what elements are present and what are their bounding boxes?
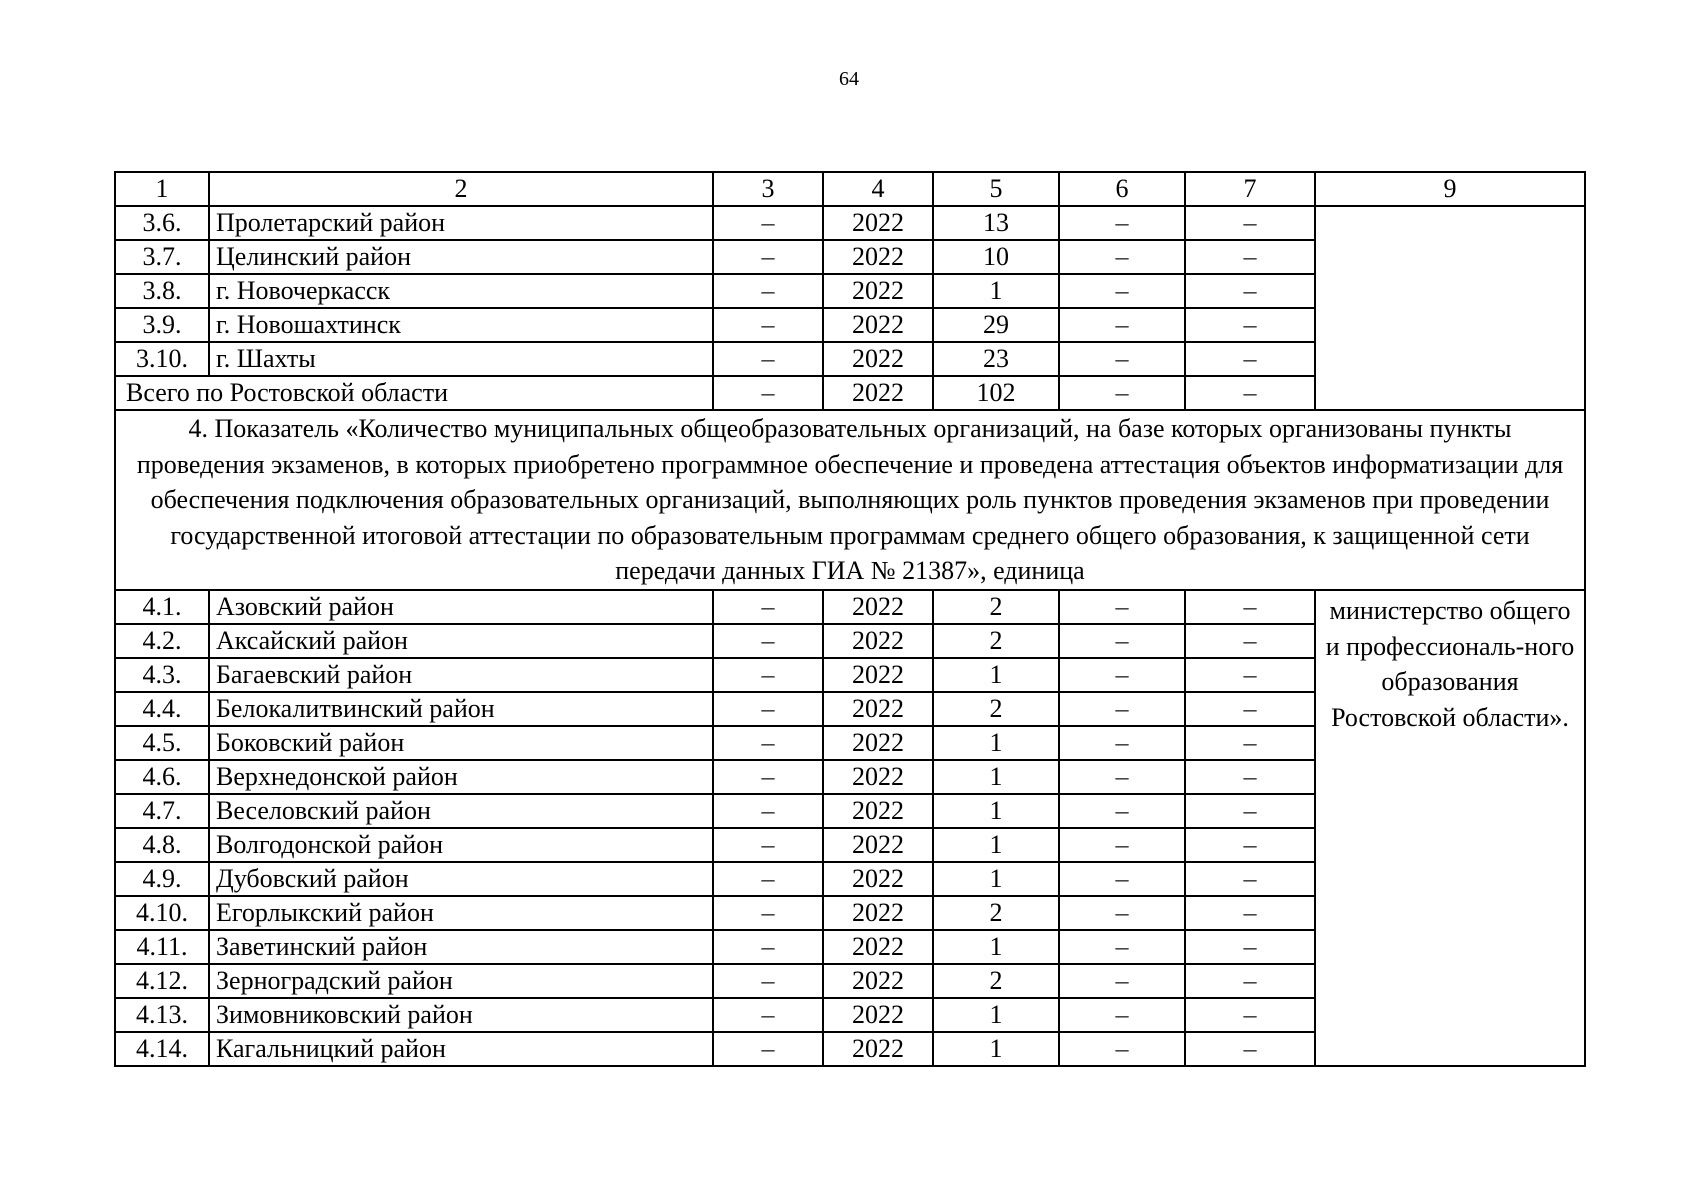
row-name: Зимовниковский район bbox=[209, 998, 713, 1032]
cell-col7: – bbox=[1185, 930, 1315, 964]
row-name: Верхнедонской район bbox=[209, 760, 713, 794]
row-number: 4.10. bbox=[115, 896, 209, 930]
cell-value: 1 bbox=[933, 794, 1059, 828]
cell-value: 102 bbox=[933, 376, 1059, 410]
cell-value: 2 bbox=[933, 896, 1059, 930]
row-number: 4.1. bbox=[115, 590, 209, 624]
cell-year: 2022 bbox=[823, 1032, 933, 1066]
blank-merged-cell bbox=[1315, 206, 1585, 410]
cell-col7: – bbox=[1185, 998, 1315, 1032]
cell-value: 1 bbox=[933, 998, 1059, 1032]
cell-col6: – bbox=[1059, 240, 1185, 274]
cell-year: 2022 bbox=[823, 274, 933, 308]
row-name: Белокалитвинский район bbox=[209, 692, 713, 726]
cell-col6: – bbox=[1059, 828, 1185, 862]
cell-col7: – bbox=[1185, 376, 1315, 410]
row-number: 4.13. bbox=[115, 998, 209, 1032]
cell-year: 2022 bbox=[823, 308, 933, 342]
responsible-cell: министерство общего и профессиональ-ного образования Ростовской области». bbox=[1315, 590, 1585, 1066]
cell-value: 1 bbox=[933, 760, 1059, 794]
cell-value: 10 bbox=[933, 240, 1059, 274]
cell-col7: – bbox=[1185, 964, 1315, 998]
cell-col3: – bbox=[713, 376, 823, 410]
cell-year: 2022 bbox=[823, 964, 933, 998]
row-name: Аксайский район bbox=[209, 624, 713, 658]
cell-year: 2022 bbox=[823, 794, 933, 828]
header-cell: 4 bbox=[823, 172, 933, 206]
cell-col6: – bbox=[1059, 206, 1185, 240]
row-number: 4.11. bbox=[115, 930, 209, 964]
cell-year: 2022 bbox=[823, 590, 933, 624]
cell-col6: – bbox=[1059, 624, 1185, 658]
row-number: 4.7. bbox=[115, 794, 209, 828]
cell-col6: – bbox=[1059, 658, 1185, 692]
cell-col6: – bbox=[1059, 794, 1185, 828]
cell-col6: – bbox=[1059, 896, 1185, 930]
cell-year: 2022 bbox=[823, 862, 933, 896]
cell-value: 13 bbox=[933, 206, 1059, 240]
row-name: г. Шахты bbox=[209, 342, 713, 376]
cell-col3: – bbox=[713, 896, 823, 930]
cell-value: 1 bbox=[933, 658, 1059, 692]
row-number: 4.2. bbox=[115, 624, 209, 658]
cell-value: 1 bbox=[933, 930, 1059, 964]
cell-col6: – bbox=[1059, 930, 1185, 964]
row-name: Боковский район bbox=[209, 726, 713, 760]
total-label: Всего по Ростовской области bbox=[115, 376, 713, 410]
cell-col7: – bbox=[1185, 760, 1315, 794]
row-number: 3.8. bbox=[115, 274, 209, 308]
row-name: Веселовский район bbox=[209, 794, 713, 828]
cell-value: 1 bbox=[933, 726, 1059, 760]
cell-col6: – bbox=[1059, 274, 1185, 308]
row-name: Багаевский район bbox=[209, 658, 713, 692]
cell-col7: – bbox=[1185, 274, 1315, 308]
row-number: 3.6. bbox=[115, 206, 209, 240]
cell-col6: – bbox=[1059, 1032, 1185, 1066]
cell-value: 2 bbox=[933, 692, 1059, 726]
row-number: 4.4. bbox=[115, 692, 209, 726]
indicator-table bbox=[114, 171, 1586, 1067]
cell-col7: – bbox=[1185, 658, 1315, 692]
cell-col6: – bbox=[1059, 692, 1185, 726]
row-name: г. Новочеркасск bbox=[209, 274, 713, 308]
row-number: 4.6. bbox=[115, 760, 209, 794]
cell-col3: – bbox=[713, 240, 823, 274]
header-cell: 1 bbox=[115, 172, 209, 206]
header-cell: 5 bbox=[933, 172, 1059, 206]
cell-value: 1 bbox=[933, 828, 1059, 862]
row-name: Дубовский район bbox=[209, 862, 713, 896]
cell-col7: – bbox=[1185, 692, 1315, 726]
cell-col7: – bbox=[1185, 624, 1315, 658]
cell-col3: – bbox=[713, 342, 823, 376]
cell-col3: – bbox=[713, 794, 823, 828]
cell-col7: – bbox=[1185, 342, 1315, 376]
cell-year: 2022 bbox=[823, 624, 933, 658]
cell-year: 2022 bbox=[823, 896, 933, 930]
cell-col6: – bbox=[1059, 308, 1185, 342]
cell-value: 29 bbox=[933, 308, 1059, 342]
page-number: 64 bbox=[839, 68, 859, 90]
row-number: 4.9. bbox=[115, 862, 209, 896]
cell-col6: – bbox=[1059, 376, 1185, 410]
cell-year: 2022 bbox=[823, 726, 933, 760]
cell-col3: – bbox=[713, 308, 823, 342]
header-cell: 3 bbox=[713, 172, 823, 206]
cell-value: 2 bbox=[933, 624, 1059, 658]
row-number: 4.3. bbox=[115, 658, 209, 692]
cell-col6: – bbox=[1059, 342, 1185, 376]
section-title: 4. Показатель «Количество муниципальных общеобразовательных организаций, на базе которых организованы пункты проведения экзаменов, в которых приобретено программное обеспечение и проведена аттестация объектов информатизации для обеспечения подключения образовательных организаций, выполняющих роль пунктов проведения экзаменов при проведении государственной итоговой аттестации по образовательным программам среднего общего образования, к защищенной сети передачи данных ГИА № 21387», единица bbox=[115, 410, 1585, 590]
cell-col7: – bbox=[1185, 590, 1315, 624]
cell-year: 2022 bbox=[823, 828, 933, 862]
row-name: Егорлыкский район bbox=[209, 896, 713, 930]
cell-col3: – bbox=[713, 726, 823, 760]
header-cell: 9 bbox=[1315, 172, 1585, 206]
header-row bbox=[115, 172, 1585, 206]
cell-col3: – bbox=[713, 590, 823, 624]
cell-col7: – bbox=[1185, 794, 1315, 828]
cell-col3: – bbox=[713, 692, 823, 726]
header-cell: 7 bbox=[1185, 172, 1315, 206]
cell-col7: – bbox=[1185, 1032, 1315, 1066]
row-name: Заветинский район bbox=[209, 930, 713, 964]
cell-col6: – bbox=[1059, 726, 1185, 760]
cell-year: 2022 bbox=[823, 998, 933, 1032]
cell-value: 1 bbox=[933, 274, 1059, 308]
cell-col6: – bbox=[1059, 590, 1185, 624]
cell-year: 2022 bbox=[823, 376, 933, 410]
row-number: 3.9. bbox=[115, 308, 209, 342]
table-row bbox=[115, 590, 1585, 624]
cell-value: 23 bbox=[933, 342, 1059, 376]
cell-col7: – bbox=[1185, 862, 1315, 896]
cell-col3: – bbox=[713, 828, 823, 862]
cell-year: 2022 bbox=[823, 760, 933, 794]
row-name: Пролетарский район bbox=[209, 206, 713, 240]
row-name: Зерноградский район bbox=[209, 964, 713, 998]
cell-col3: – bbox=[713, 624, 823, 658]
cell-col3: – bbox=[713, 964, 823, 998]
cell-col3: – bbox=[713, 998, 823, 1032]
table-body bbox=[115, 172, 1585, 1066]
cell-col7: – bbox=[1185, 828, 1315, 862]
cell-year: 2022 bbox=[823, 658, 933, 692]
cell-col6: – bbox=[1059, 998, 1185, 1032]
cell-col3: – bbox=[713, 274, 823, 308]
row-number: 4.5. bbox=[115, 726, 209, 760]
cell-col6: – bbox=[1059, 760, 1185, 794]
cell-year: 2022 bbox=[823, 342, 933, 376]
cell-col7: – bbox=[1185, 726, 1315, 760]
cell-value: 1 bbox=[933, 862, 1059, 896]
cell-col3: – bbox=[713, 760, 823, 794]
row-name: Кагальницкий район bbox=[209, 1032, 713, 1066]
row-name: Волгодонской район bbox=[209, 828, 713, 862]
cell-year: 2022 bbox=[823, 240, 933, 274]
cell-year: 2022 bbox=[823, 692, 933, 726]
cell-col6: – bbox=[1059, 964, 1185, 998]
cell-col3: – bbox=[713, 862, 823, 896]
cell-col7: – bbox=[1185, 896, 1315, 930]
cell-col3: – bbox=[713, 1032, 823, 1066]
cell-col3: – bbox=[713, 658, 823, 692]
cell-year: 2022 bbox=[823, 930, 933, 964]
cell-value: 1 bbox=[933, 1032, 1059, 1066]
row-number: 4.8. bbox=[115, 828, 209, 862]
section-title-row bbox=[115, 410, 1585, 590]
row-number: 3.10. bbox=[115, 342, 209, 376]
cell-col3: – bbox=[713, 930, 823, 964]
row-name: Целинский район bbox=[209, 240, 713, 274]
table-row bbox=[115, 206, 1585, 240]
header-cell: 6 bbox=[1059, 172, 1185, 206]
row-number: 4.14. bbox=[115, 1032, 209, 1066]
cell-col7: – bbox=[1185, 240, 1315, 274]
row-name: г. Новошахтинск bbox=[209, 308, 713, 342]
cell-year: 2022 bbox=[823, 206, 933, 240]
cell-col6: – bbox=[1059, 862, 1185, 896]
row-number: 4.12. bbox=[115, 964, 209, 998]
cell-value: 2 bbox=[933, 964, 1059, 998]
row-name: Азовский район bbox=[209, 590, 713, 624]
cell-value: 2 bbox=[933, 590, 1059, 624]
row-number: 3.7. bbox=[115, 240, 209, 274]
cell-col7: – bbox=[1185, 308, 1315, 342]
cell-col7: – bbox=[1185, 206, 1315, 240]
cell-col3: – bbox=[713, 206, 823, 240]
header-cell: 2 bbox=[209, 172, 713, 206]
